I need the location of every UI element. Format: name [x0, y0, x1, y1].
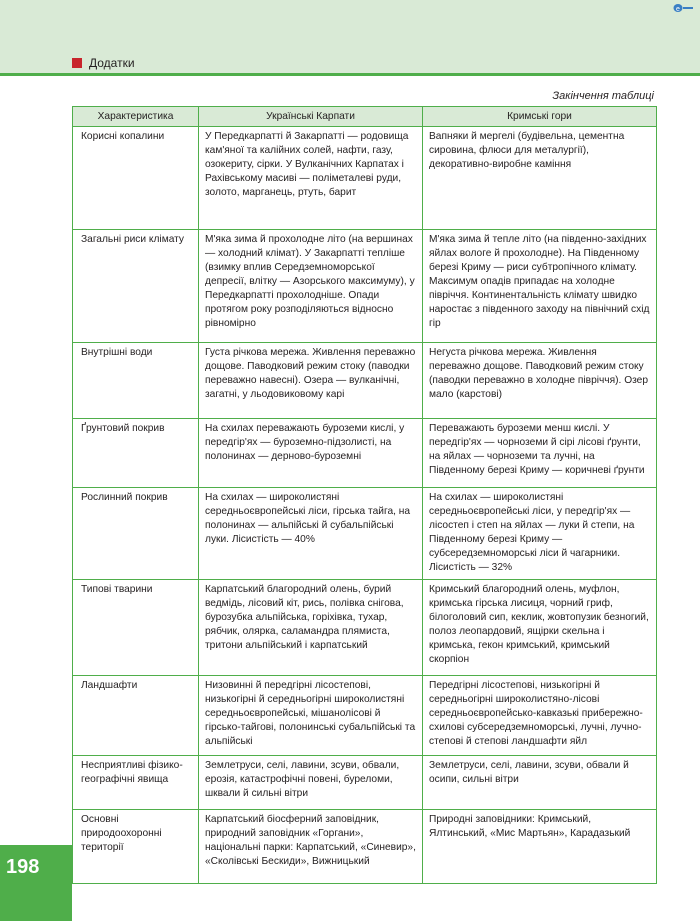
carpathians-cell: На схилах переважають буроземи кислі, у передгір'ях — буроземно-підзолисті, на полонинах — дерново-буроземні: [199, 419, 423, 488]
table-header-row: [73, 107, 657, 127]
table-row: [73, 810, 657, 884]
feature-cell: Рослинний покрив: [73, 488, 199, 580]
column-header: Кримські гори: [423, 107, 657, 127]
header-rule: [0, 73, 700, 76]
column-header: Характеристика: [73, 107, 199, 127]
crimea-cell: Вапняки й мергелі (будівельна, цементна сировина, флюси для металургії), декоративно-виробне каміння: [423, 127, 657, 230]
comparison-table: [72, 106, 657, 884]
crimea-cell: Передгірні лісостепові, низькогірні й середньогірні широколистяно-лісові середньоєвропейсько-кавказькі прибережно-схилові субсередземноморські, лучні, лучно-степові й степові ландшафти яйл: [423, 676, 657, 756]
table-row: [73, 230, 657, 343]
crimea-cell: Кримський благородний олень, муфлон, кримська гірська лисиця, чорний гриф, білоголовий сип, кеклик, жовтопузик безногий, полоз леопардовий, ящірки скельна і кримська, гекон кримський, кримський скорпіон: [423, 580, 657, 676]
carpathians-cell: Карпатський біосферний заповідник, природний заповідник «Горгани», національні парки: Карпатський, «Синевир», «Сколівські Бескиди», Вижницький: [199, 810, 423, 884]
section-title: Додатки: [89, 56, 135, 70]
crimea-cell: Негуста річкова мережа. Живлення переважно дощове. Паводковий режим стоку (паводки переважно в холодне півріччя). Озер мало (карстові): [423, 343, 657, 419]
crimea-cell: Природні заповідники: Кримський, Ялтинський, «Мис Мартьян», Карадазький: [423, 810, 657, 884]
crimea-cell: Землетруси, селі, лавини, зсуви, обвали й осипи, сильні вітри: [423, 756, 657, 810]
svg-text:e: e: [676, 6, 680, 13]
table-row: [73, 488, 657, 580]
feature-cell: Основні природоохоронні території: [73, 810, 199, 884]
feature-cell: Несприятливі фізико-географічні явища: [73, 756, 199, 810]
carpathians-cell: Густа річкова мережа. Живлення переважно дощове. Паводковий режим стоку (паводки переважно навесні). Озера — вулканічні, загатні, у льодовиковому карі: [199, 343, 423, 419]
feature-cell: Внутрішні води: [73, 343, 199, 419]
table-row: [73, 756, 657, 810]
section-marker: [72, 58, 82, 68]
carpathians-cell: На схилах — широколистяні середньоєвропейські ліси, гірська тайга, на полонинах — альпійські й субальпійські луки. Лісистість — 40%: [199, 488, 423, 580]
feature-cell: Загальні риси клімату: [73, 230, 199, 343]
table-row: [73, 419, 657, 488]
crimea-cell: Переважають буроземи менш кислі. У передгір'ях — чорноземи й сірі лісові ґрунти, на яйлах — чорноземи та лучні, на Південному березі Криму — коричневі ґрунти: [423, 419, 657, 488]
table-continuation-label: Закінчення таблиці: [552, 90, 654, 102]
column-header: Українські Карпати: [199, 107, 423, 127]
carpathians-cell: М'яка зима й прохолодне літо (на вершинах — холодний клімат). У Закарпатті тепліше (взимку вплив Середземноморської депресії, влітку — Азорського максимуму), у Передкарпатті прохолодніше. Опади протягом року розподіляються відносно рівномірно: [199, 230, 423, 343]
carpathians-cell: Низовинні й передгірні лісостепові, низькогірні й середньогірні широколистяні середньоєвропейські, мішанолісові й гірсько-тайгові, полонинські субальпійські та альпійські: [199, 676, 423, 756]
feature-cell: Корисні копалини: [73, 127, 199, 230]
page-number: 198: [6, 856, 40, 878]
feature-cell: Ґрунтовий покрив: [73, 419, 199, 488]
table-row: [73, 343, 657, 419]
carpathians-cell: У Передкарпатті й Закарпатті — родовища кам'яної та калійних солей, нафти, газу, озокериту, сірки. У Вулканічних Карпатах і Рахівському масиві — поліметалеві руди, золото, марганець, ртуть, барит: [199, 127, 423, 230]
table-row: [73, 676, 657, 756]
carpathians-cell: Землетруси, селі, лавини, зсуви, обвали, ерозія, катастрофічні повені, буреломи, шквали й сильні вітри: [199, 756, 423, 810]
publisher-logo-icon: [672, 3, 694, 13]
feature-cell: Ландшафти: [73, 676, 199, 756]
feature-cell: Типові тварини: [73, 580, 199, 676]
crimea-cell: М'яка зима й тепле літо (на південно-західних яйлах вологе й прохолодне). На Південному березі Криму — риси субтропічного клімату. Максимум опадів припадає на холодне півріччя. Континентальність клімату швидко наростає з південного заходу на північний схід гір: [423, 230, 657, 343]
crimea-cell: На схилах — широколистяні середньоєвропейські ліси, у передгір'ях — лісостеп і степ на яйлах — луки й степи, на Південному березі Криму — субсередземноморські ліси й чагарники. Лісистість — 32%: [423, 488, 657, 580]
table-row: [73, 127, 657, 230]
table-row: [73, 580, 657, 676]
carpathians-cell: Карпатський благородний олень, бурий ведмідь, лісовий кіт, рись, полівка снігова, бурозубка альпійська, горіхівка, тухар, рябчик, олярка, саламандра плямиста, тритони альпійський і карпатський: [199, 580, 423, 676]
